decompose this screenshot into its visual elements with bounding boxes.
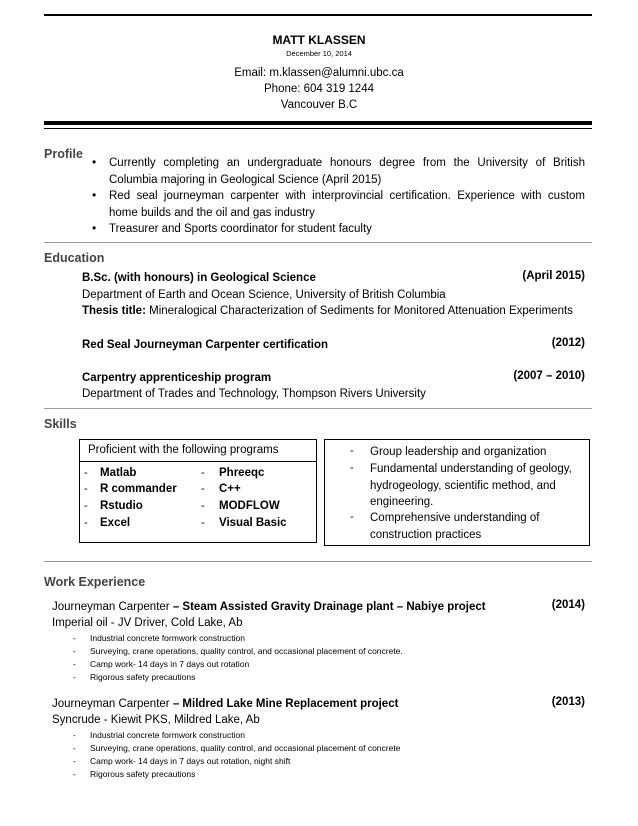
- abilities-box: [324, 439, 590, 546]
- profile-bullet-icon: •: [92, 221, 97, 235]
- program-item: R commander: [100, 483, 177, 495]
- program-dash: -: [201, 500, 205, 512]
- duty-dash: -: [73, 743, 76, 753]
- job-duty: Industrial concrete formwork construction: [90, 730, 245, 740]
- duty-dash: -: [73, 659, 76, 669]
- job-duty: Camp work- 14 days in 7 days out rotation, night shift: [90, 756, 291, 766]
- ability-item: Group leadership and organization: [370, 446, 547, 458]
- job-employer: Syncrude - Kiewit PKS, Mildred Lake, Ab: [52, 714, 260, 726]
- skills-heading: Skills: [44, 417, 77, 431]
- education-apprenticeship-title: Carpentry apprenticeship program: [82, 372, 272, 384]
- header-thin-rule: [44, 128, 592, 129]
- job-duty: Rigorous safety precautions: [90, 769, 196, 779]
- ability-dash: -: [350, 445, 354, 457]
- duty-dash: -: [73, 633, 76, 643]
- program-item: Visual Basic: [219, 517, 287, 529]
- program-dash: -: [201, 483, 205, 495]
- program-dash: -: [201, 517, 205, 529]
- programs-heading: Proficient with the following programs: [88, 444, 279, 456]
- education-degree-date: (April 2015): [522, 270, 585, 282]
- ability-dash: -: [350, 462, 354, 474]
- job-duty: Surveying, crane operations, quality control, and occasional placement of concrete.: [90, 646, 403, 656]
- profile-bullet-icon: •: [92, 155, 97, 169]
- ability-item: Fundamental understanding of geology, hydrogeology, scientific method, and engineering.: [370, 463, 572, 508]
- skills-divider: [44, 561, 592, 562]
- resume-date: December 10, 2014: [286, 49, 352, 58]
- education-degree-title: B.Sc. (with honours) in Geological Science: [82, 272, 316, 284]
- job-duty: Surveying, crane operations, quality control, and occasional placement of concrete: [90, 743, 401, 753]
- education-divider: [44, 408, 592, 409]
- header-thick-rule: [44, 121, 592, 125]
- program-dash: -: [84, 467, 88, 479]
- job-duty: Camp work- 14 days in 7 days out rotation: [90, 659, 250, 669]
- job-date: (2014): [551, 599, 585, 611]
- profile-heading: Profile: [44, 147, 83, 161]
- ability-dash: -: [350, 511, 354, 523]
- candidate-name: MATT KLASSEN: [272, 33, 366, 47]
- profile-item: Treasurer and Sports coordinator for student faculty: [109, 223, 372, 235]
- education-apprenticeship-department: Department of Trades and Technology, Thompson Rivers University: [82, 388, 426, 400]
- job-project: – Steam Assisted Gravity Drainage plant – Nabiye project: [172, 601, 486, 613]
- program-item: Phreeqc: [219, 467, 265, 479]
- programs-box: [79, 439, 317, 543]
- job-project: – Mildred Lake Mine Replacement project: [172, 698, 399, 710]
- top-rule: [44, 14, 592, 16]
- job-role: Journeyman Carpenter: [52, 698, 170, 710]
- job-date: (2013): [551, 696, 585, 708]
- education-thesis: [82, 303, 573, 320]
- program-dash: -: [84, 500, 88, 512]
- contact-email: Email: m.klassen@alumni.ubc.ca: [234, 67, 404, 79]
- education-degree-department: Department of Earth and Ocean Science, University of British Columbia: [82, 289, 446, 301]
- work-heading: Work Experience: [44, 575, 146, 589]
- duty-dash: -: [73, 672, 76, 682]
- contact-phone: Phone: 604 319 1244: [264, 83, 374, 95]
- program-dash: -: [84, 483, 88, 495]
- program-dash: -: [201, 467, 205, 479]
- job-duty: Industrial concrete formwork construction: [90, 633, 245, 643]
- job-title-line: [52, 696, 398, 713]
- program-dash: -: [84, 517, 88, 529]
- education-certification-title: Red Seal Journeyman Carpenter certification: [82, 339, 329, 351]
- duty-dash: -: [73, 730, 76, 740]
- job-duty: Rigorous safety precautions: [90, 672, 196, 682]
- program-item: Excel: [100, 517, 131, 529]
- profile-item: Red seal journeyman carpenter with interprovincial certification. Experience with custom home builds and the oil and gas industry: [109, 190, 585, 219]
- duty-dash: -: [73, 756, 76, 766]
- program-item: MODFLOW: [219, 500, 280, 512]
- profile-item: Currently completing an undergraduate honours degree from the University of British Columbia majoring in Geological Science (April 2015): [109, 157, 585, 186]
- profile-divider: [44, 242, 592, 243]
- programs-heading-underline: [80, 461, 316, 462]
- education-heading: Education: [44, 251, 105, 265]
- program-item: Rstudio: [100, 500, 143, 512]
- thesis-title: Mineralogical Characterization of Sediments for Monitored Attenuation Experiments: [149, 305, 573, 317]
- ability-item: Comprehensive understanding of construction practices: [370, 512, 540, 541]
- contact-location: Vancouver B.C: [280, 99, 358, 111]
- program-item: Matlab: [100, 467, 137, 479]
- education-apprenticeship-date: (2007 – 2010): [513, 370, 585, 382]
- duty-dash: -: [73, 646, 76, 656]
- thesis-label: Thesis title:: [82, 305, 146, 317]
- program-item: C++: [219, 483, 241, 495]
- education-certification-date: (2012): [551, 337, 585, 349]
- profile-bullet-icon: •: [92, 188, 97, 202]
- job-role: Journeyman Carpenter: [52, 601, 170, 613]
- job-title-line: [52, 599, 486, 616]
- duty-dash: -: [73, 769, 76, 779]
- job-employer: Imperial oil - JV Driver, Cold Lake, Ab: [52, 617, 243, 629]
